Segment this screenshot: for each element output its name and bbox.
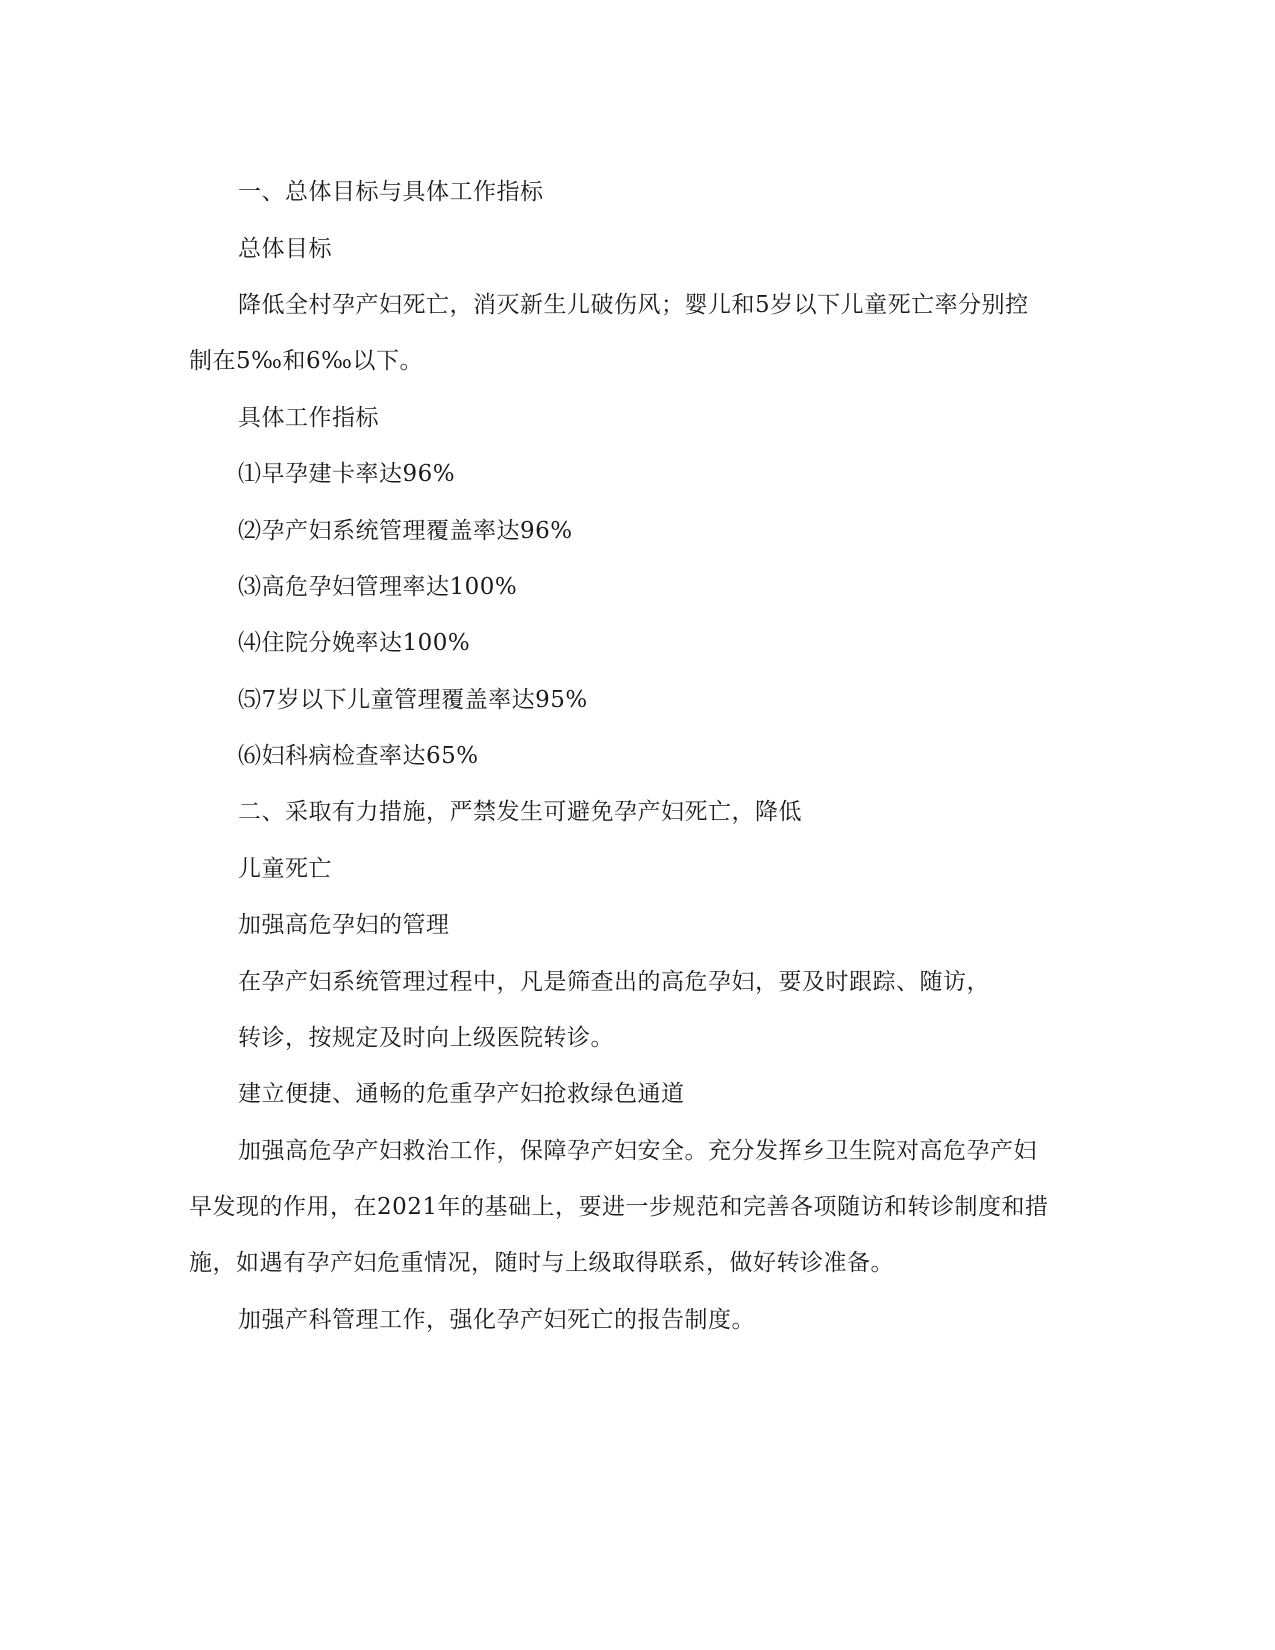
subheading-high-risk: 加强高危孕妇的管理 (238, 912, 450, 938)
section-heading-2-continued: 儿童死亡 (238, 856, 332, 882)
list-item: ⑶高危孕妇管理率达100% (238, 574, 518, 600)
section-heading-2: 二、采取有力措施，严禁发生可避免孕产妇死亡，降低 (238, 799, 802, 825)
list-item: ⑴早孕建卡率达96% (238, 461, 456, 487)
list-item: ⑹妇科病检查率达65% (238, 743, 479, 769)
paragraph-line: 降低全村孕产妇死亡，消灭新生儿破伤风；婴儿和5岁以下儿童死亡率分别控 (238, 292, 1029, 318)
list-item: ⑸7岁以下儿童管理覆盖率达95% (238, 687, 588, 713)
paragraph-line: 加强高危孕产妇救治工作，保障孕产妇安全。充分发挥乡卫生院对高危孕产妇 (238, 1138, 1037, 1164)
paragraph-line: 加强产科管理工作，强化孕产妇死亡的报告制度。 (238, 1307, 755, 1333)
subheading-green-channel: 建立便捷、通畅的危重孕产妇抢救绿色通道 (238, 1081, 685, 1107)
paragraph-line: 转诊，按规定及时向上级医院转诊。 (238, 1025, 614, 1051)
subheading-specific-indicators: 具体工作指标 (238, 405, 379, 431)
list-item: ⑵孕产妇系统管理覆盖率达96% (238, 518, 573, 544)
section-heading-1: 一、总体目标与具体工作指标 (238, 179, 544, 205)
list-item: ⑷住院分娩率达100% (238, 630, 471, 656)
paragraph-line: 制在5‰和6‰以下。 (189, 348, 423, 374)
subheading-overall-goal: 总体目标 (238, 236, 332, 262)
paragraph-line: 早发现的作用，在2021年的基础上，要进一步规范和完善各项随访和转诊制度和措 (189, 1194, 1049, 1220)
paragraph-line: 施，如遇有孕产妇危重情况，随时与上级取得联系，做好转诊准备。 (189, 1250, 894, 1276)
paragraph-line: 在孕产妇系统管理过程中，凡是筛查出的高危孕妇，要及时跟踪、随访， (238, 969, 990, 995)
